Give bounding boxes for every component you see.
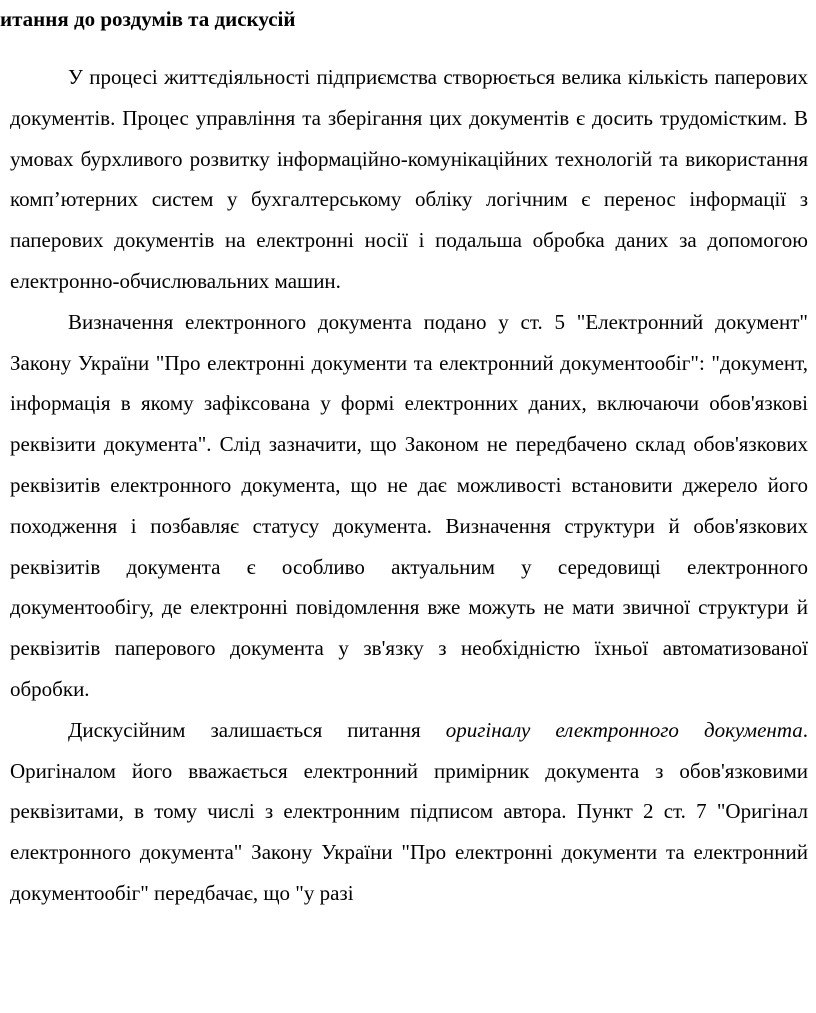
- paragraph-3-rest: . Оригіналом його вважається електронний примірник документа з обов'язковими реквізитами, в тому числі з електронним підписом автора. Пункт 2 ст. 7 "Оригінал електронного документа" Закону України "Про електронні документи та електронний документообіг" передбачає, що "у разі: [10, 717, 808, 905]
- section-heading: итання до роздумів та дискусій: [0, 7, 296, 31]
- paragraph-3: [10, 710, 808, 914]
- paragraph-1: У процесі життєдіяльності підприємства створюється велика кількість паперових документів. Процес управління та зберігання цих документів є досить трудомістким. В умовах бурхливого розвитку інформаційно-комунікаційних технологій та використання комп’ютерних систем у бухгалтерському обліку логічним є перенос інформації з паперових документів на електронні носії і подальша обробка даних за допомогою електронно-обчислювальних машин.: [10, 65, 808, 293]
- paragraph-3-lead: Дискусійним залишається питання: [68, 717, 446, 742]
- body-text: [10, 57, 808, 914]
- paragraph-3-emphasis: оригіналу електронного документа: [445, 717, 803, 742]
- paragraph-2: Визначення електронного документа подано у ст. 5 "Електронний документ" Закону України "Про електронні документи та електронний документообіг": "документ, інформація в якому зафіксована у формі електронних даних, включаючи обов'язкові реквізити документа". Слід зазначити, що Законом не передбачено склад обов'язкових реквізитів електронного документа, що не дає можливості встановити джерело його походження і позбавляє статусу документа. Визначення структури й обов'язкових реквізитів документа є особливо актуальним у середовищі електронного документообігу, де електронні повідомлення вже можуть не мати звичної структури й реквізитів паперового документа у зв'язку з необхідністю їхньої автоматизованої обробки.: [10, 309, 808, 701]
